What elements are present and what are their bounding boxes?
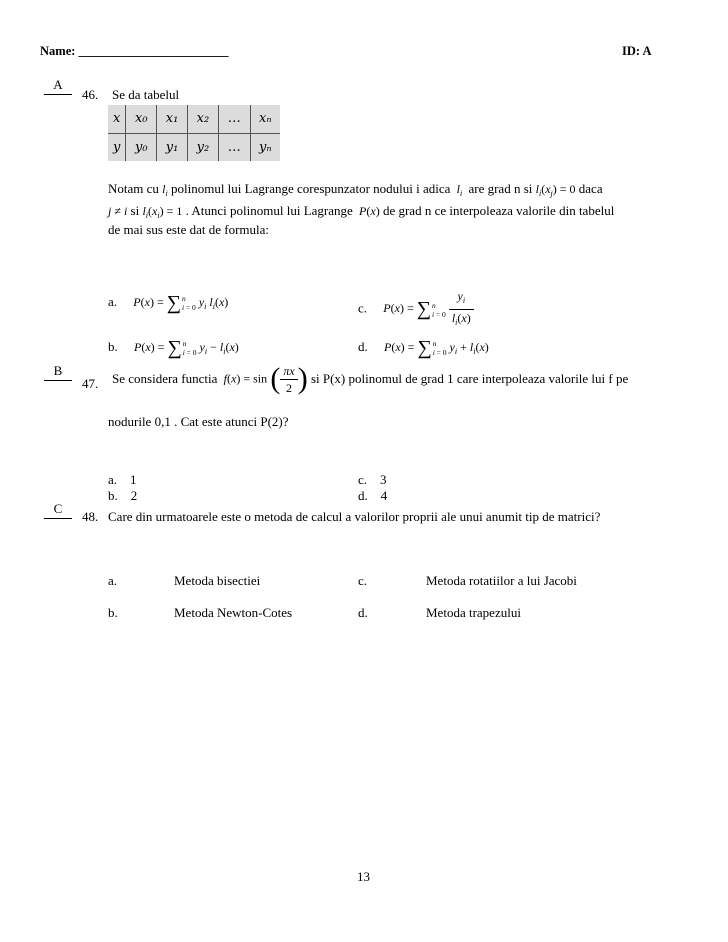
answer-box-46 bbox=[44, 78, 72, 95]
option-48-b-label: b. bbox=[108, 605, 118, 620]
option-46-b: b. P(x) = ∑n i = 0 $y_i - l_i(x)$ bbox=[108, 337, 239, 359]
question-47-text: Se considera functia f(x) = sin ( $\frac{\pi x}{2}$ ) si P(x) polinomul de grad 1 care interpoleaza valorile lui f pe bbox=[112, 362, 629, 395]
question-46-text-line2: j ≠ i si $l_i(x_i) = 1$ . Atunci polinomul lui Lagrange P(x) de grad n ce interpoleaza valorile din tabelul bbox=[108, 203, 615, 220]
answer-box-47 bbox=[44, 364, 72, 381]
question-number-47: 47. bbox=[82, 376, 99, 391]
option-48-c-text: Metoda rotatiilor a lui Jacobi bbox=[426, 573, 577, 588]
answer-letter-47: B bbox=[53, 363, 63, 378]
table-row-y bbox=[108, 133, 280, 161]
table-cell: … bbox=[218, 105, 250, 133]
table-cell: y bbox=[113, 139, 121, 155]
option-47-a: a. 1 bbox=[108, 472, 137, 487]
question-48-text: Care din urmatoarele este o metoda de calcul a valorilor proprii ale unui anumit tip de matrici? bbox=[108, 509, 601, 524]
table-cell: xₙ bbox=[250, 105, 280, 133]
answer-letter-48: C bbox=[53, 501, 63, 516]
option-48-d-label: d. bbox=[358, 605, 368, 620]
option-47-b: b. 2 bbox=[108, 488, 138, 503]
page-number: 13 bbox=[357, 869, 370, 884]
name-field-label: Name: ________________________ bbox=[40, 44, 229, 58]
option-48-a-label: a. bbox=[108, 573, 118, 588]
option-48-d-text: Metoda trapezului bbox=[426, 605, 521, 620]
answer-box-48 bbox=[44, 502, 72, 519]
table-cell: yₙ bbox=[250, 133, 280, 161]
document-id: ID: A bbox=[622, 44, 652, 58]
table-cell: x bbox=[108, 105, 126, 133]
values-table bbox=[108, 105, 280, 161]
table-cell: y₂ bbox=[187, 133, 218, 161]
table-cell: y₀ bbox=[126, 133, 157, 161]
option-48-a-text: Metoda bisectiei bbox=[174, 573, 261, 588]
question-number-46: 46. bbox=[82, 87, 99, 102]
option-48-c-label: c. bbox=[358, 573, 368, 588]
table-cell: x₁ bbox=[157, 105, 188, 133]
question-46-text-line1: Notam cu $l_i$ polinomul lui Lagrange corespunzator nodului i adica $l_i$ are grad n si $l_i(x_j) = 0$ daca bbox=[108, 181, 603, 198]
question-46-text-line3: de mai sus este dat de formula: bbox=[108, 222, 270, 237]
table-cell: x₀ bbox=[126, 105, 157, 133]
question-46-intro: Se da tabelul bbox=[112, 87, 180, 102]
table-cell: … bbox=[218, 133, 250, 161]
option-47-d: d. 4 bbox=[358, 488, 388, 503]
option-48-b-text: Metoda Newton-Cotes bbox=[174, 605, 293, 620]
table-cell: y₁ bbox=[157, 133, 188, 161]
answer-letter-46: A bbox=[53, 77, 63, 92]
table-row-x bbox=[108, 105, 280, 133]
table-cell: x₂ bbox=[187, 105, 218, 133]
option-46-c: c. P(x) = ∑n i = 0 $\frac{y_i}{l_i(x)}$ bbox=[358, 288, 474, 331]
option-46-d: d. P(x) = ∑n i = 0 $y_i + l_i(x)$ bbox=[358, 337, 489, 359]
question-47-text-line2: nodurile 0,1 . Cat este atunci P(2)? bbox=[108, 414, 289, 429]
option-47-c: c. 3 bbox=[358, 472, 387, 487]
question-number-48: 48. bbox=[82, 509, 99, 524]
option-46-a: a. P(x) = ∑n i = 0 $y_i$ $l_i(x)$ bbox=[108, 292, 229, 314]
